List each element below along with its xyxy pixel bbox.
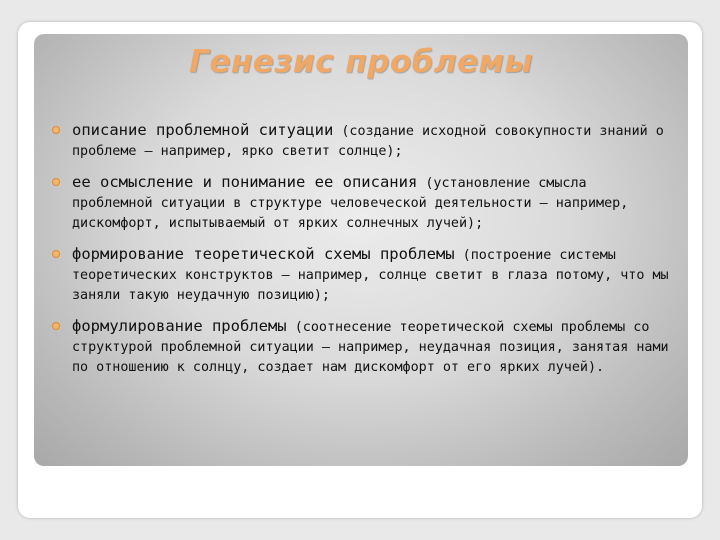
list-item [52,172,672,232]
item-detail-text: (установление смысла проблемной ситуации в структуре человеческой деятельности – например, дискомфорт, испытываемый от ярких солнечных лучей); [72,176,629,231]
bullet-list [52,120,672,376]
list-item [52,316,672,376]
item-main-text: формулирование проблемы [72,317,287,335]
bullet-icon [52,322,60,330]
item-detail-text: (создание исходной совокупности знаний о проблеме – например, ярко светит солнце); [72,124,664,159]
item-detail-text: (соотнесение теоретической схемы проблемы со структурой проблемной ситуации – например, неудачная позиция, занятая нами по отношению к солнцу, создает нам дискомфорт от его ярких лучей). [72,320,669,375]
item-main-text: формирование теоретической схемы проблемы [72,245,455,263]
item-main-text: ее осмысление и понимание ее описания [72,173,418,191]
item-detail-text: (построение системы теоретических конструктов – например, солнце светит в глаза потому, что мы заняли такую неудачную позицию); [72,248,669,303]
list-item [52,120,672,160]
bullet-icon [52,250,60,258]
slide-title: Генезис проблемы [189,44,533,80]
list-item [52,244,672,304]
bullet-icon [52,178,60,186]
bullet-icon [52,126,60,134]
item-main-text: описание проблемной ситуации [72,121,334,139]
